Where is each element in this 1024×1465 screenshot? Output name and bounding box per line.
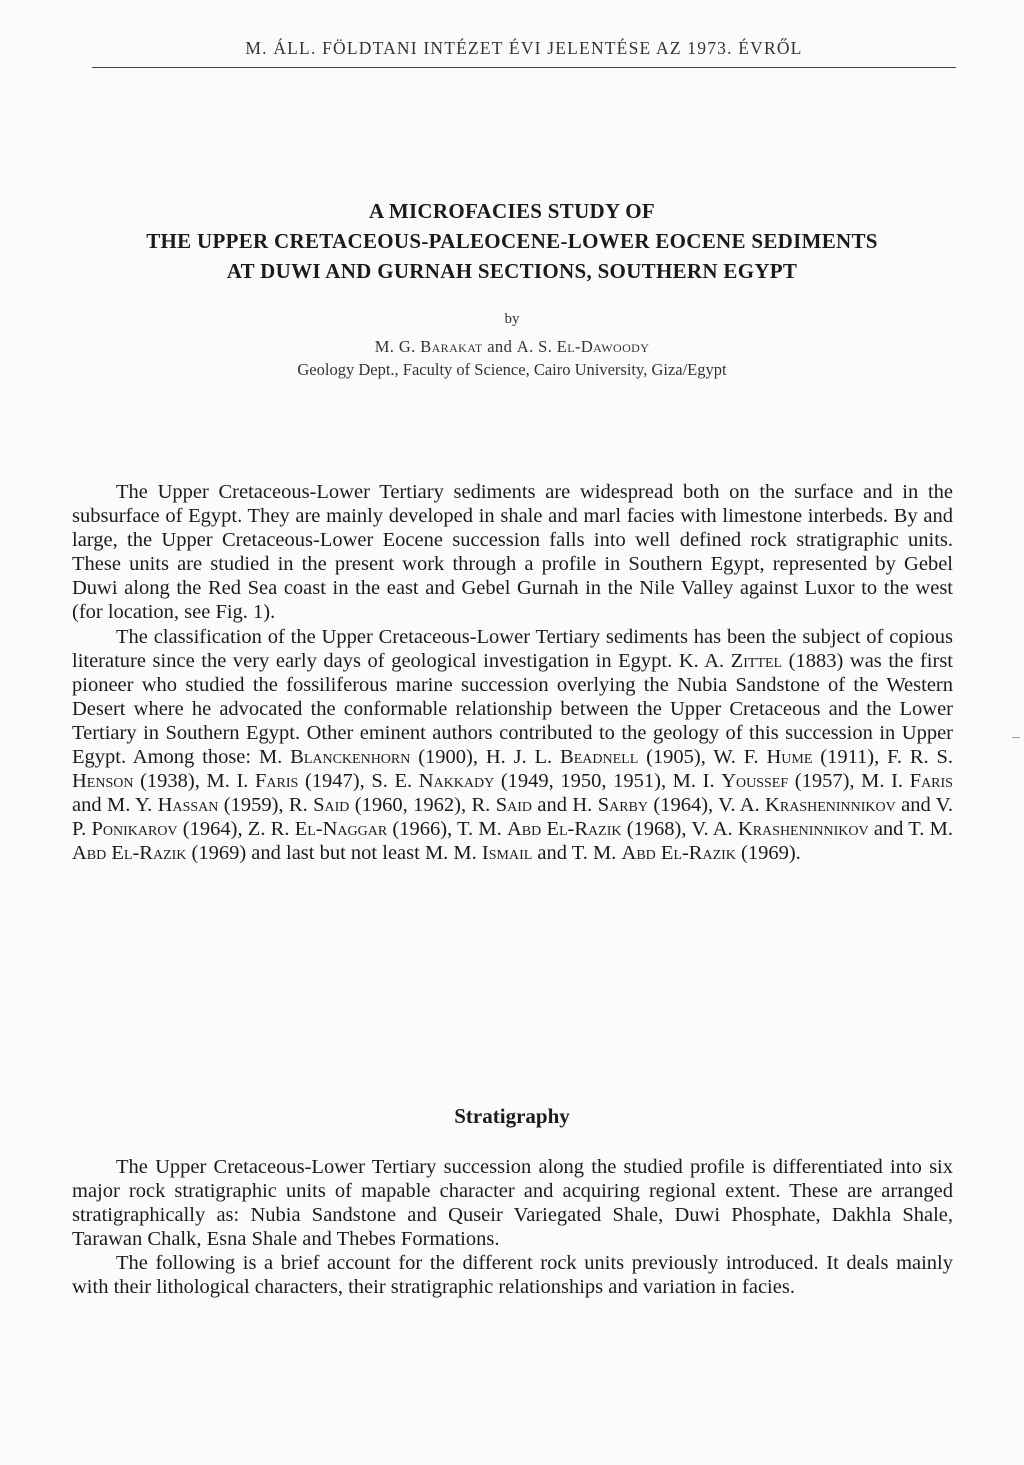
margin-mark bbox=[1012, 737, 1020, 738]
title-line-2: THE UPPER CRETACEOUS-PALEOCENE-LOWER EOCENE SEDIMENTS bbox=[146, 229, 878, 253]
author-el-dawoody: A. S. El-Dawoody bbox=[516, 337, 650, 356]
cited-author: Sarby bbox=[597, 794, 648, 817]
cited-author: Ponikarov bbox=[91, 818, 178, 841]
text-run: (1947), S. E. bbox=[298, 770, 419, 793]
stratigraphy-paragraph-1: The Upper Cretaceous-Lower Tertiary succession along the studied profile is differentiated into six major rock stratigraphic units of mapable character and acquiring regional extent. These are arranged stratigraphically as: Nubia Sandstone and Quseir Variegated Shale, Duwi Phosphate, Dakhla Shale, Tarawan Chalk, Esna Shale and Thebes Formations. bbox=[72, 1156, 953, 1251]
header-rule bbox=[92, 67, 956, 68]
cited-author: Said bbox=[313, 794, 350, 817]
cited-author: Zittel bbox=[730, 649, 783, 672]
cited-author: Nakkady bbox=[418, 770, 495, 793]
text-run: (1960, 1962), R. bbox=[349, 794, 496, 817]
author-conjunction: and bbox=[487, 337, 513, 356]
text-run: and H. bbox=[531, 794, 598, 817]
text-run: (1900), H. J. L. bbox=[410, 746, 561, 769]
text-run: (1966), T. M. bbox=[387, 818, 507, 841]
title-line-3: AT DUWI AND GURNAH SECTIONS, SOUTHERN EGYPT bbox=[226, 259, 798, 283]
intro-paragraph-2 bbox=[72, 625, 953, 866]
cited-author: Abd El-Razik bbox=[507, 818, 622, 841]
cited-author: Youssef bbox=[721, 770, 789, 793]
text-run: and T. M. bbox=[532, 842, 622, 865]
cited-author: Krasheninnikov bbox=[737, 818, 869, 841]
running-head: M. ÁLL. FÖLDTANI INTÉZET ÉVI JELENTÉSE AZ 1973. ÉVRŐL bbox=[245, 38, 803, 58]
cited-author: Hume bbox=[766, 746, 813, 769]
text-run: and T. M. bbox=[868, 818, 953, 841]
cited-author: Beadnell bbox=[560, 746, 639, 769]
stratigraphy-section bbox=[72, 1155, 953, 1300]
author-barakat: M. G. Barakat bbox=[374, 337, 483, 356]
text-run: and V. P. bbox=[72, 794, 954, 841]
introduction bbox=[72, 480, 953, 866]
text-run: (1949, 1950, 1951), M. I. bbox=[494, 770, 722, 793]
cited-author: Ismail bbox=[481, 842, 533, 865]
cited-author: Blanckenhorn bbox=[290, 746, 411, 769]
by-label: by bbox=[504, 311, 520, 327]
text-run: (1911), F. R. S. bbox=[812, 746, 953, 769]
cited-author: Said bbox=[495, 794, 532, 817]
text-run: (1968), V. A. bbox=[621, 818, 738, 841]
cited-author: Krasheninnikov bbox=[765, 794, 896, 817]
cited-author: Hassan bbox=[157, 794, 219, 817]
text-run: and M. Y. bbox=[72, 794, 158, 817]
text-run: (1969). bbox=[735, 842, 801, 865]
paper-title bbox=[60, 196, 964, 286]
text-run: (1959), R. bbox=[218, 794, 314, 817]
author-line bbox=[0, 337, 1024, 357]
cited-author: Faris bbox=[255, 770, 299, 793]
title-line-1: A MICROFACIES STUDY OF bbox=[368, 199, 656, 223]
cited-author: El-Naggar bbox=[294, 818, 388, 841]
text-run: (1938), M. I. bbox=[133, 770, 256, 793]
cited-author: Faris bbox=[909, 770, 953, 793]
intro-paragraph-1: The Upper Cretaceous-Lower Tertiary sediments are widespread both on the surface and in the subsurface of Egypt. They are mainly developed in shale and marl facies with limestone interbeds. By and large, the Upper Cretaceous-Lower Eocene succession falls into well defined rock stratigraphic units. These units are studied in the present work through a profile in Southern Egypt, represented by Gebel Duwi along the Red Sea coast in the east and Gebel Gurnah in the Nile Valley against Luxor to the west (for location, see Fig. 1). bbox=[72, 481, 953, 624]
text-run: (1964), Z. R. bbox=[177, 818, 295, 841]
stratigraphy-paragraph-2: The following is a brief account for the different rock units previously introduced. It deals mainly with their lithological characters, their stratigraphic relationships and variation in facies. bbox=[72, 1252, 953, 1299]
affiliation: Geology Dept., Faculty of Science, Cairo University, Giza/Egypt bbox=[297, 360, 727, 379]
cited-author: Abd El-Razik bbox=[621, 842, 736, 865]
text-run: (1883) was the first pioneer who studied the fossiliferous marine succession overlying the Nubia Sandstone of the Western Desert where he advocated the conformable relationship between the Upper Cretaceous and the Lower Tertiary in Southern Egypt. Other eminent authors contributed to the geology of this succession in Upper Egypt. Among those: M. bbox=[72, 649, 954, 769]
text-run: The classification of the Upper Cretaceous-Lower Tertiary sediments has been the subject of copious literature since the very early days of geological investigation in Egypt. K. A. bbox=[72, 625, 953, 672]
cited-author: Henson bbox=[72, 770, 134, 793]
text-run: (1957), M. I. bbox=[788, 770, 910, 793]
text-run: (1969) and last but not least M. M. bbox=[186, 842, 482, 865]
cited-author: Abd El-Razik bbox=[72, 842, 187, 865]
text-run: (1964), V. A. bbox=[648, 794, 766, 817]
text-run: (1905), W. F. bbox=[638, 746, 767, 769]
section-heading-stratigraphy: Stratigraphy bbox=[454, 1104, 570, 1128]
